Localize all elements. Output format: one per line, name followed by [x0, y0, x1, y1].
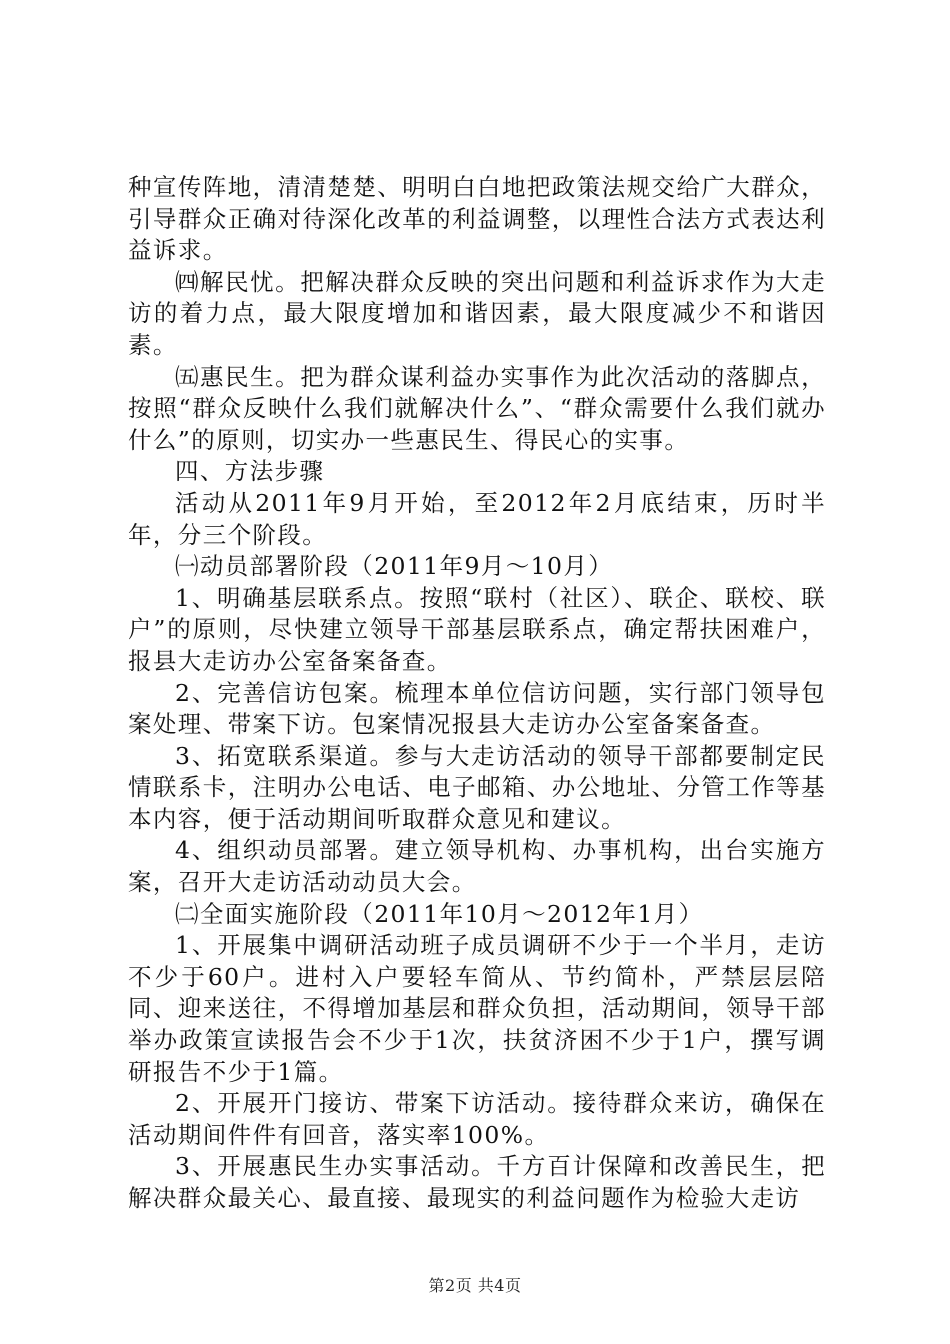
paragraph-activity-period: 活动从2011年9月开始，至2012年2月底结束，历时半年，分三个阶段。	[128, 488, 826, 549]
list-item-1-contact-points: 1、明确基层联系点。按照“联村（社区）、联企、联校、联户”的原则，尽快建立领导干部基层联系点，确定帮扶困难户，报县大走访办公室备案备查。	[128, 583, 826, 675]
paragraph-hui-min-sheng: ㈤惠民生。把为群众谋利益办实事作为此次活动的落脚点，按照“群众反映什么我们就解决什么”、“群众需要什么我们就办什么”的原则，切实办一些惠民生、得民心的实事。	[128, 362, 826, 454]
list-item-4-mobilization: 4、组织动员部署。建立领导机构、办事机构，出台实施方案，召开大走访活动动员大会。	[128, 836, 826, 897]
document-body	[128, 172, 826, 1215]
page-number-footer: 第2页 共4页	[428, 1276, 522, 1295]
paragraph-jie-min-you: ㈣解民忧。把解决群众反映的突出问题和利益诉求作为大走访的着力点，最大限度增加和谐因素，最大限度减少不和谐因素。	[128, 267, 826, 359]
section-heading-methods: 四、方法步骤	[175, 457, 325, 486]
list-item-3-livelihood: 3、开展惠民生办实事活动。千方百计保障和改善民生，把解决群众最关心、最直接、最现实的利益问题作为检验大走访	[128, 1152, 826, 1212]
paragraph-continued: 种宣传阵地，清清楚楚、明明白白地把政策法规交给广大群众，引导群众正确对待深化改革的利益调整，以理性合法方式表达利益诉求。	[128, 173, 826, 265]
list-item-2-open-visits: 2、开展开门接访、带案下访活动。接待群众来访，确保在活动期间件件有回音，落实率100%。	[128, 1089, 826, 1149]
list-item-2-petition-cases: 2、完善信访包案。梳理本单位信访问题，实行部门领导包案处理、带案下访。包案情况报县大走访办公室备案备查。	[128, 678, 826, 739]
subheading-mobilization-stage: ㈠动员部署阶段（2011年9月～10月）	[175, 552, 614, 581]
list-item-3-contact-channels: 3、拓宽联系渠道。参与大走访活动的领导干部都要制定民情联系卡，注明办公电话、电子邮箱、办公地址、分管工作等基本内容，便于活动期间听取群众意见和建议。	[128, 741, 826, 833]
list-item-1-research: 1、开展集中调研活动班子成员调研不少于一个半月，走访不少于60户。进村入户要轻车简从、节约简朴，严禁层层陪同、迎来送往，不得增加基层和群众负担，活动期间，领导干部举办政策宣读报告会不少于1次，扶贫济困不少于1户，撰写调研报告不少于1篇。	[128, 931, 826, 1086]
subheading-implementation-stage: ㈡全面实施阶段（2011年10月～2012年1月）	[175, 899, 704, 928]
